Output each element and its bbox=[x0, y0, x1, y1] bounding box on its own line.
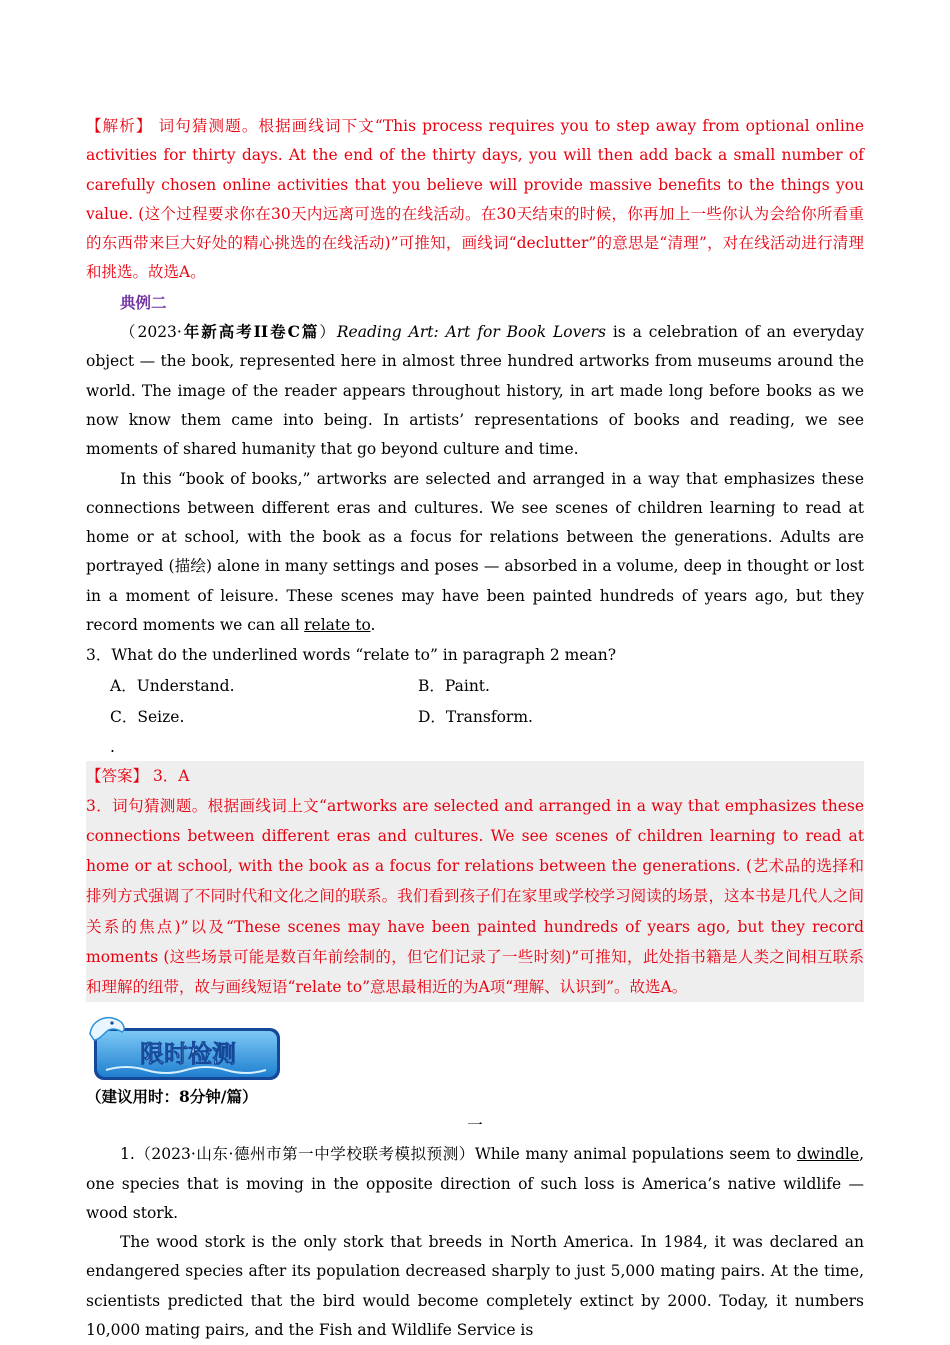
badge-graphic bbox=[86, 1010, 282, 1080]
answer-box bbox=[86, 761, 864, 1003]
option-b: B．Paint. bbox=[418, 676, 490, 695]
option-d: D．Transform. bbox=[418, 707, 533, 726]
answer-tag: 【答案】 bbox=[86, 766, 149, 785]
passage-paragraph-2 bbox=[86, 465, 864, 641]
answer-options bbox=[110, 671, 864, 733]
passage1-underlined-word: dwindle bbox=[796, 1145, 860, 1164]
passage1-source: （2023·山东·德州市第一中学校联考模拟预测） bbox=[134, 1145, 475, 1164]
source-close: ） bbox=[319, 323, 337, 342]
timed-test-badge bbox=[86, 1010, 282, 1080]
underlined-phrase: relate to bbox=[304, 616, 371, 635]
analysis-paragraph bbox=[86, 112, 864, 288]
analysis-text: 词句猜测题。根据画线词下文“This process requires you to step away from optional online activities for thirty days. At the end of the thirty days, you will then add back a small number of carefully chosen online activities that you believe will provide massive benefits to the things you value. (这个过程要求你在30天内远离可选的在线活动。在30天结束的时候，你再加上一些你认为会给你所看重的东西带来巨大好处的精心挑选的在线活动)”可推知，画线词“declutter”的意思是“清理”，对在线活动进行清理和挑选。故选A。 bbox=[86, 117, 864, 282]
answer-value: 3．A bbox=[148, 766, 190, 785]
source-open: （2023· bbox=[120, 323, 182, 342]
passage1-paragraph-1 bbox=[86, 1140, 864, 1228]
book-title: Reading Art: Art for Book Lovers bbox=[336, 323, 606, 342]
passage1-paragraph-2: The wood stork is the only stork that breeds in North America. In 1984, it was declared an endangered species after its population decreased sharply to just 5,000 mating pairs. At the time, scientists predicted that the bird would become completely extinct by 2000. Today, it numbers 10,000 mating pairs, and the Fish and Wildlife Service is bbox=[86, 1233, 864, 1340]
option-a: A．Understand. bbox=[110, 676, 235, 695]
analysis-tag: 【解析】 bbox=[86, 117, 153, 135]
passage1-text-rest: , one species that is moving in the opposite direction of such loss is America’s native wildlife — wood stork. bbox=[86, 1145, 864, 1222]
passage-paragraph-1 bbox=[86, 317, 864, 464]
source-bold: 年新高考II卷C篇 bbox=[181, 322, 320, 342]
answer-line bbox=[86, 761, 864, 791]
part-number: 一 bbox=[467, 1116, 483, 1135]
passage1-number: 1. bbox=[120, 1145, 135, 1164]
passage1-text-start: While many animal populations seem to bbox=[474, 1145, 797, 1164]
question-stem: 3．What do the underlined words “relate to” in paragraph 2 mean? bbox=[86, 646, 617, 665]
document-page bbox=[86, 112, 864, 1345]
paragraph-2-text: In this “book of books,” artworks are selected and arranged in a way that emphasizes these connections between different eras and cultures. We see scenes of children learning to read at home or at school, with the book as a focus for relations between the generations. Adults are portrayed (描绘) alone in many settings and poses — absorbed in a volume, deep in thought or lost in a moment of leisure. These scenes may have been painted hundreds of years ago, but they record moments we can all bbox=[86, 469, 864, 635]
paragraph-2-end: . bbox=[370, 616, 376, 635]
badge-label: 限时检测 bbox=[140, 1040, 236, 1069]
paragraph-1-text: is a celebration of an everyday object — the book, represented here in almost three hundred artworks from museums around the world. The image of the reader appears throughout history, in art made long before books as we now know them came into being. In artists’ representations of books and reading, we see moments of shared humanity that go beyond culture and time. bbox=[86, 323, 864, 459]
dot-line: . bbox=[110, 737, 115, 756]
answer-explanation: 3．词句猜测题。根据画线词上文“artworks are selected and arranged in a way that emphasizes these connections between different eras and cultures. We see scenes of children learning to read at home or at school, with the book as a focus for relations between the generations. (艺术品的选择和排列方式强调了不同时代和文化之间的联系。我们看到孩子们在家里或学校学习阅读的场景，这本书是几代人之间关系的焦点)”以及“These scenes may have been painted hundreds of years ago, but they record moments (这些场景可能是数百年前绘制的，但它们记录了一些时刻)”可推知，此处指书籍是人类之间相互联系和理解的纽带，故与画线短语“relate to”意思最相近的为A项“理解、认识到”。故选A。 bbox=[86, 796, 864, 997]
suggested-time: （建议用时：8分钟/篇） bbox=[86, 1087, 258, 1107]
option-c: C．Seize. bbox=[110, 707, 185, 726]
example-heading: 典例二 bbox=[120, 292, 167, 312]
